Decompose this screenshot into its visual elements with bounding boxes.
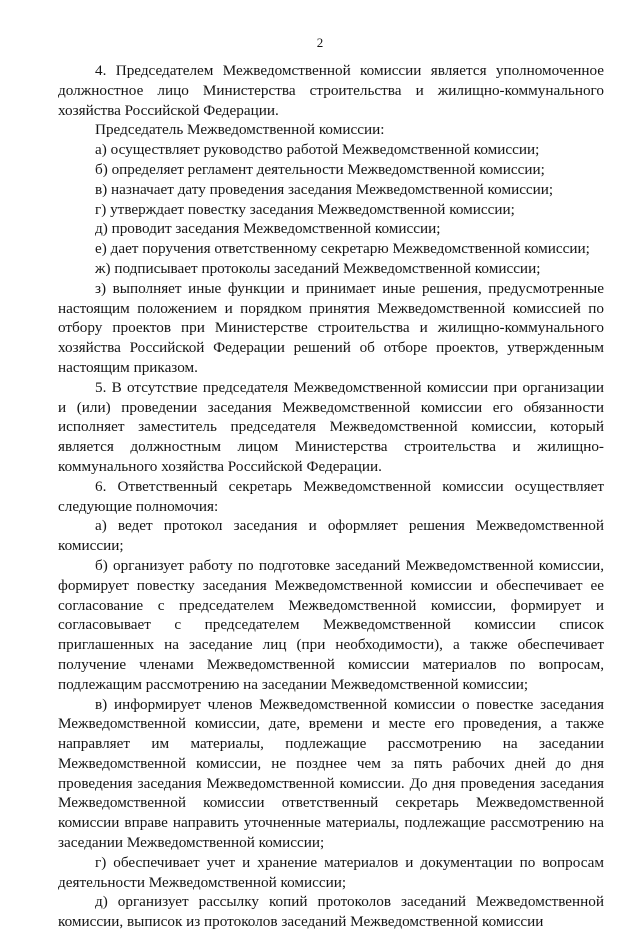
list-item-zh: ж) подписывает протоколы заседаний Межведомственной комиссии; xyxy=(95,259,541,277)
paragraph-deputy: 5. В отсутствие председателя Межведомственной комиссии при организации и (или) проведении заседания Межведомственной комиссии его обязанности исполняет заместитель председателя Межведомственной комиссии, который является должностным лицом Министерства строительства и жилищно-коммунального хозяйства Российской Федерации. xyxy=(58,378,604,475)
secretary-item-v: в) информирует членов Межведомственной комиссии о повестке заседания Межведомственной комиссии, дате, времени и месте его проведения, а также направляет им материалы, подлежащие рассмотрению на заседании Межведомственной комиссии, не позднее чем за пять рабочих дней до дня проведения заседания Межведомственной комиссии. До дня проведения заседания Межведомственной комиссии ответственный секретарь Межведомственной комиссии вправе направить уточненные материалы, подлежащие рассмотрению на заседании Межведомственной комиссии; xyxy=(58,695,604,852)
secretary-item-a: а) ведет протокол заседания и оформляет решения Межведомственной комиссии; xyxy=(58,517,604,555)
list-item-e: е) дает поручения ответственному секретарю Межведомственной комиссии; xyxy=(95,240,590,258)
secretary-item-b: б) организует работу по подготовке заседаний Межведомственной комиссии, формирует повестку заседания Межведомственной комиссии и обеспечивает ее согласование с председателем Межведомственной комиссии, формирует и согласовывает с председателем Межведомственной комиссии список приглашенных на заседание лиц (при необходимости), а также обеспечивает получение членами Межведомственной комиссии материалов по вопросам, подлежащим рассмотрению на заседании Межведомственной комиссии; xyxy=(58,556,604,693)
page-number: 2 xyxy=(316,35,324,50)
secretary-item-g: г) обеспечивает учет и хранение материалов и документации по вопросам деятельности Межведомственной комиссии; xyxy=(58,853,604,891)
list-item-v: в) назначает дату проведения заседания Межведомственной комиссии; xyxy=(95,180,554,198)
list-item-a: а) осуществляет руководство работой Межведомственной комиссии; xyxy=(95,141,540,159)
document-body xyxy=(58,61,604,932)
list-item-z: з) выполняет иные функции и принимает иные решения, предусмотренные настоящим положением и порядком принятия Межведомственной комиссией по отбору проектов при Министерстве строительства и жилищно-коммунального хозяйства Российской Федерации решений об отборе проектов, утвержденным настоящим приказом. xyxy=(58,279,604,376)
paragraph-chairman: 4. Председателем Межведомственной комиссии является уполномоченное должностное лицо Министерства строительства и жилищно-коммунального хозяйства Российской Федерации. xyxy=(58,62,604,119)
paragraph-secretary: 6. Ответственный секретарь Межведомственной комиссии осуществляет следующие полномочия: xyxy=(58,477,604,515)
list-item-b: б) определяет регламент деятельности Межведомственной комиссии; xyxy=(95,160,545,178)
secretary-item-d: д) организует рассылку копий протоколов заседаний Межведомственной комиссии, выписок из протоколов заседаний Межведомственной комиссии xyxy=(58,893,604,931)
list-item-d: д) проводит заседания Межведомственной комиссии; xyxy=(95,220,441,238)
list-item-g: г) утверждает повестку заседания Межведомственной комиссии; xyxy=(95,200,515,218)
paragraph-chairman-intro: Председатель Межведомственной комиссии: xyxy=(95,121,385,139)
